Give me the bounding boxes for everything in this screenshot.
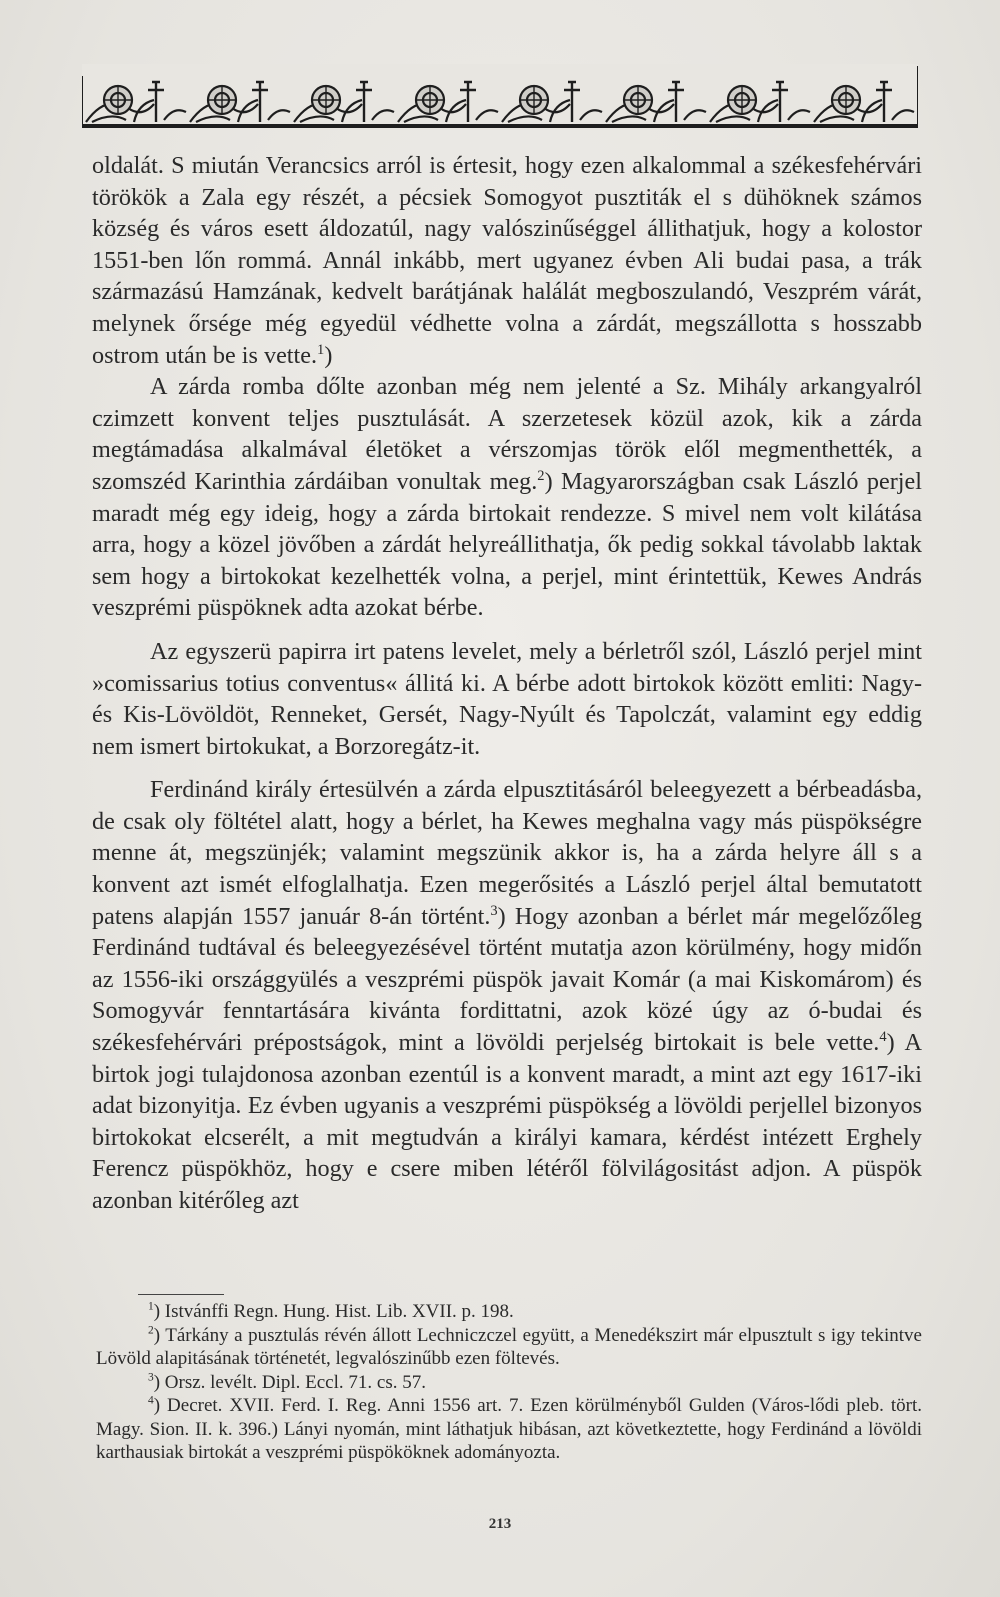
paragraph: Az egyszerü papirra irt patens levelet, mely a bérletről szól, László perjel mint »comissarius totius conventus« állitá ki. A bérbe adott birtokok között emliti: Nagy- és Kis-Lövöldöt, Renneket, Gersét, Nagy-Nyúlt és Tapolczát, valamint egy eddig nem ismert birtokukat, a Borzoregátz-it.	[92, 637, 922, 760]
footnote-separator	[138, 1294, 224, 1295]
paragraph: oldalát. S miután Verancsics arról is értesit, hogy ezen alkalommal a székesfehérvári törökök a Zala egy részét, a pécsiek Somogyot pusztiták el s dühöknek számos község és város esett áldozatúl, nagy valószinűséggel állithatjuk, hogy a kolostor 1551-ben lőn rommá. Annál inkább, mert ugyanez évben Ali budai pasa, a trák származású Hamzának, kedvelt barátjának halálát megboszulandó, Veszprém várát, melynek őrsége még egyedül védhette volna a zárdát, megszállotta s hosszabb ostrom után be is vette.$^1$)	[92, 152, 922, 369]
footnote: $^2$) Tárkány a pusztulás révén állott Lechniczczel együtt, a Menedékszirt már elpusztult s igy tekintve Lövöld alapitásának történetét, legvalószinűbb ezen föltevés.	[96, 1324, 922, 1369]
footnotes	[96, 1300, 922, 1465]
paragraph: Ferdinánd király értesülvén a zárda elpusztitásáról beleegyezett a bérbeadásba, de csak oly föltétel alatt, hogy a bérlet, ha Kewes meghalna vagy más püspökségre menne át, megszünjék; valamint megszünik akkor is, ha a zárda helyre áll s a konvent azt ismét elfoglalhatja. Ezen megerősités a László perjel által bemutatott patens alapján 1557 január 8-án történt.$^3$) Hogy azonban a bérlet már megelőzőleg Ferdinánd tudtával és beleegyezésével történt mutatja azon körülmény, hogy midőn az 1556-iki országgyülés a veszprémi püspök javait Komár (a mai Kiskomárom) és Somogyvár fenntartásáгa kivánta fordittatni, azok közé úgy az ó-budai és székesfehérvári prépostságok, mint a lövöldi perjelség birtokait is bele vette.$^4$) A birtok jogi tulajdonosa azonban ezentúl is a konvent maradt, a mint azt egy 1617-iki adat bizonyitja. Ez évben ugyanis a veszprémi püspökség a lövöldi perjellel bizonyos birtokokat elcserélt, a mit megtudván a királyi kamara, kérdést intézett Erghely Ferencz püspökhöz, hogy e csere miben létéről fölvilágositást adjon. A püspök azonban kitérőleg azt	[92, 776, 922, 1214]
paragraph: A zárda romba dőlte azonban még nem jelenté a Sz. Mihály arkangyalról czimzett konvent teljes pusztulását. A szerzetesek közül azok, kik a zárda megtámadása alkalmával életöket a vérszomjas török elől megmenthették, a szomszéd Karinthia zárdáiban vonultak meg.$^2$) Magyarországban csak László perjel maradt még egy ideig, hogy a zárda birtokait rendezze. S mivel nem volt kilátása arra, hogy a közel jövőben a zárdát helyreállithatja, ők pedig sokkal távolabb laktak sem hogy a birtokokat kezelhették volna, a perjel, mint érintettük, Kewes András veszprémi püspöknek adta azokat bérbe.	[92, 373, 922, 622]
ornamental-header-band	[82, 64, 918, 130]
footnote: $^1$) Istvánffi Regn. Hung. Hist. Lib. XVII. p. 198.	[148, 1300, 514, 1322]
footnote: $^4$) Decret. XVII. Ferd. I. Reg. Anni 1556 art. 7. Ezen körülményből Gulden (Város-lődi pleb. tört. Magy. Sion. II. k. 396.) Lányi nyomán, mint láthatjuk hibásan, azt következtette, hogy Ferdinánd a lövöldi karthausiak birtokát a veszprémi püspököknek adományozta.	[96, 1394, 923, 1463]
footnote: $^3$) Orsz. levélt. Dipl. Eccl. 71. cs. 57.	[148, 1371, 426, 1393]
footnote-ref: 1	[317, 341, 325, 358]
footnote-ref: 3	[490, 902, 498, 919]
footnote-ref: 4	[879, 1028, 887, 1045]
main-text	[92, 150, 922, 1217]
footnote-ref: 2	[537, 467, 545, 484]
page-number: 213	[488, 1516, 512, 1532]
